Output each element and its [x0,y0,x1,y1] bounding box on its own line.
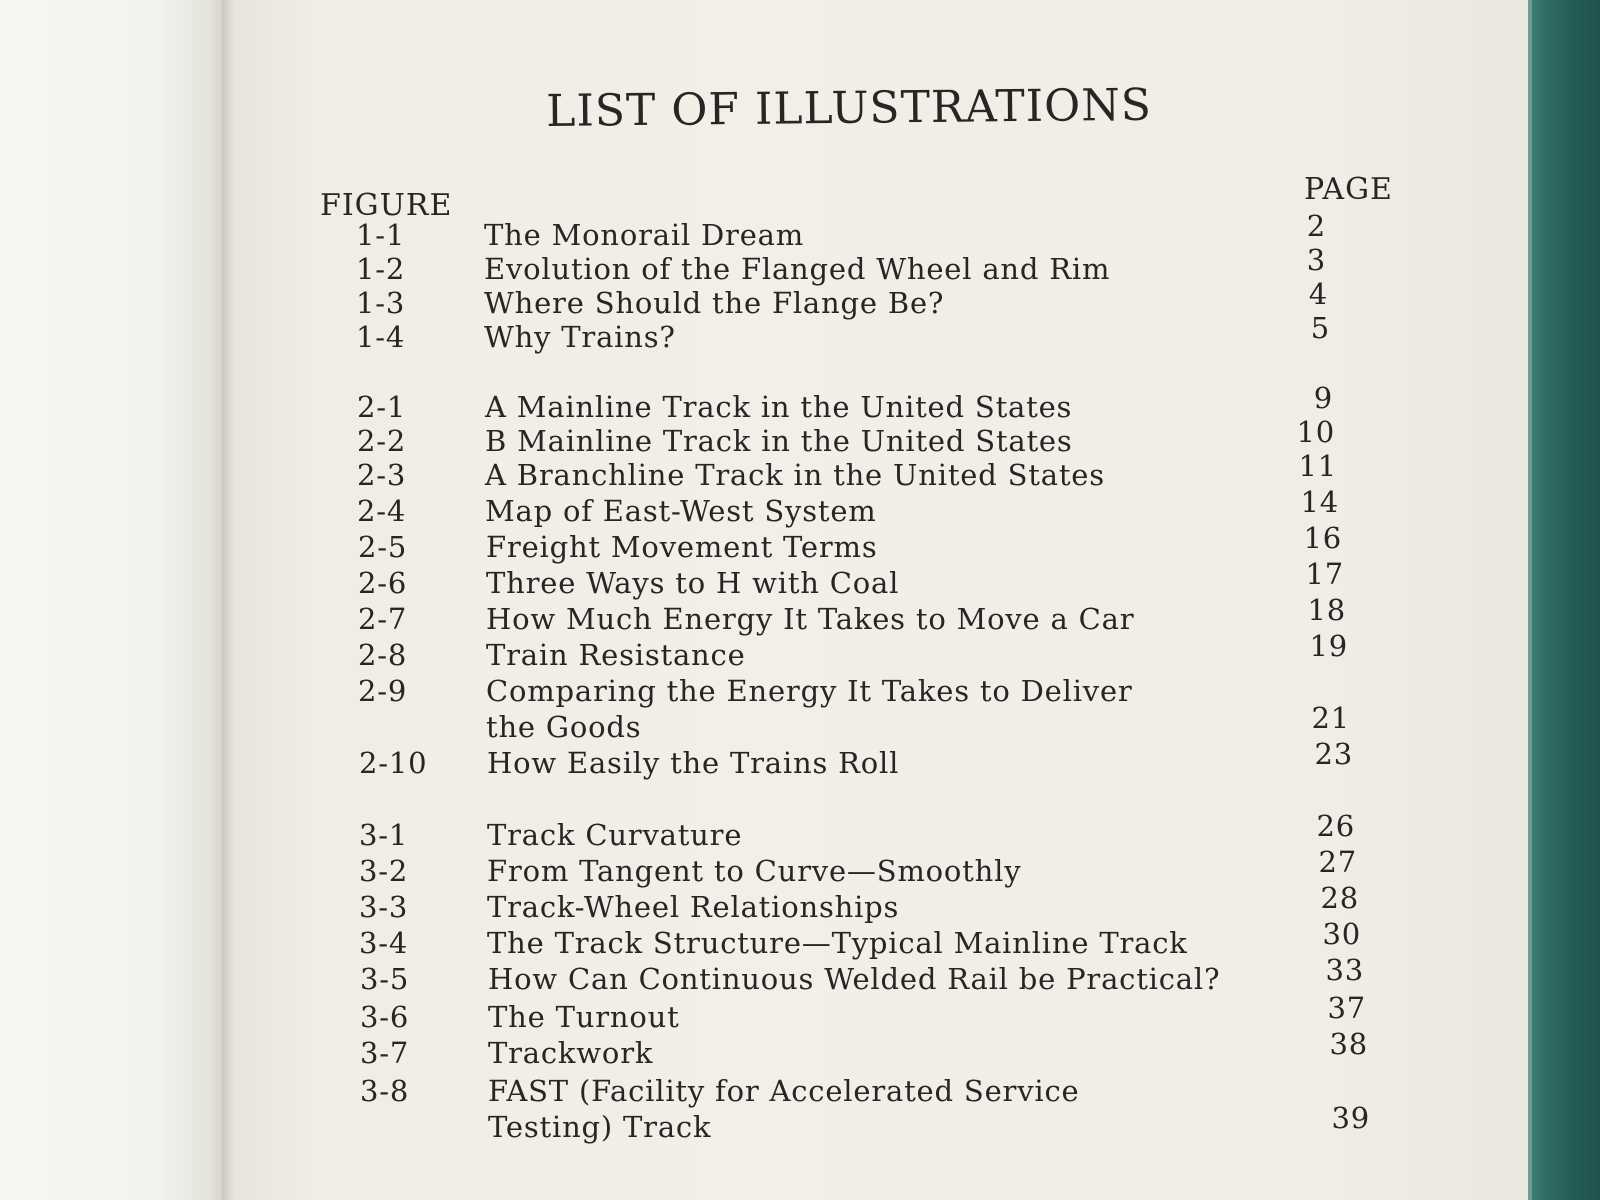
figure-number: 3-6 [360,1000,410,1034]
figure-number: 3-1 [359,818,409,852]
figure-number: 3-3 [359,890,409,924]
figure-caption: How Can Continuous Welded Rail be Practical? [488,962,1221,996]
figure-caption: Map of East-West System [485,494,877,528]
figure-number: 1-3 [356,286,406,320]
list-item [236,1027,1532,1072]
illustrations-list-page [236,0,1532,1200]
figure-caption: Three Ways to H with Coal [486,566,900,600]
figure-number: 2-7 [358,602,408,636]
page-number: 39 [1331,1101,1370,1135]
page-number: 26 [1316,809,1355,843]
page-number: 11 [1298,449,1337,483]
figure-number: 2-6 [358,566,408,600]
page-number: 21 [1311,701,1350,735]
page-number: 2 [1306,209,1326,243]
figure-number: 2-1 [357,390,407,424]
figure-caption: Comparing the Energy It Takes to Deliver [486,674,1133,708]
figure-caption: Trackwork [488,1036,654,1070]
figure-caption: The Track Structure—Typical Mainline Track [487,926,1188,960]
figure-caption: FAST (Facility for Accelerated Service [488,1074,1080,1108]
list-item [232,243,1528,288]
figure-caption: Where Should the Flange Be? [484,286,945,320]
figure-caption: Track-Wheel Relationships [487,890,900,924]
figure-caption: From Tangent to Curve—Smoothly [487,854,1022,888]
figure-number: 2-8 [358,638,408,672]
figure-caption: The Monorail Dream [484,218,805,252]
figure-column-header: FIGURE [320,188,453,223]
page-number: 16 [1303,521,1342,555]
list-item [234,674,1530,744]
figure-number: 2-2 [357,424,407,458]
figure-caption: Freight Movement Terms [486,530,878,564]
illustrations-list [236,0,1532,1200]
figure-number: 3-7 [360,1036,410,1070]
page-number: 33 [1325,953,1364,987]
figure-number: 3-8 [360,1074,410,1108]
figure-number: 2-9 [358,674,408,708]
book-cover-edge [1532,0,1600,1200]
figure-number: 2-10 [359,746,428,780]
figure-caption: Train Resistance [486,638,746,672]
page-number: 18 [1307,593,1346,627]
page-number: 17 [1305,557,1344,591]
figure-number: 2-3 [357,458,407,492]
page-number: 37 [1327,991,1366,1025]
figure-caption-continued: the Goods [486,710,642,744]
figure-caption: A Branchline Track in the United States [485,458,1105,492]
page-number: 3 [1306,243,1326,277]
figure-caption: Why Trains? [484,320,676,354]
page-number: 23 [1314,737,1353,771]
list-item [232,209,1528,254]
figure-number: 3-5 [360,962,410,996]
page-column-header: PAGE [1304,172,1393,207]
figure-caption: B Mainline Track in the United States [485,424,1073,458]
page-number: 28 [1320,881,1359,915]
figure-number: 2-4 [357,494,407,528]
figure-caption: How Much Energy It Takes to Move a Car [486,602,1135,636]
figure-caption: Evolution of the Flanged Wheel and Rim [484,252,1111,286]
figure-number: 1-1 [356,218,406,252]
list-item [235,737,1531,782]
list-item [232,311,1528,356]
figure-caption-continued: Testing) Track [488,1110,712,1144]
page-number: 5 [1310,311,1330,345]
page-number: 4 [1308,277,1328,311]
page-number: 14 [1300,485,1339,519]
list-item [234,629,1530,674]
figure-caption: Track Curvature [487,818,743,852]
figure-caption: A Mainline Track in the United States [485,390,1073,424]
figure-number: 3-2 [359,854,409,888]
page-number: 9 [1313,381,1333,415]
left-page [0,0,228,1200]
figure-number: 1-4 [356,320,406,354]
figure-number: 2-5 [358,530,408,564]
list-item [232,277,1528,322]
figure-caption: How Easily the Trains Roll [487,746,900,780]
figure-caption: The Turnout [488,1000,680,1034]
page-number: 30 [1322,917,1361,951]
page-number: 19 [1309,629,1348,663]
figure-number: 1-2 [356,252,406,286]
page-title: LIST OF ILLUSTRATIONS [546,79,1153,137]
figure-number: 3-4 [359,926,409,960]
list-item [236,1074,1532,1144]
page-number: 10 [1296,415,1335,449]
page-number: 27 [1318,845,1357,879]
page-number: 38 [1329,1027,1368,1061]
